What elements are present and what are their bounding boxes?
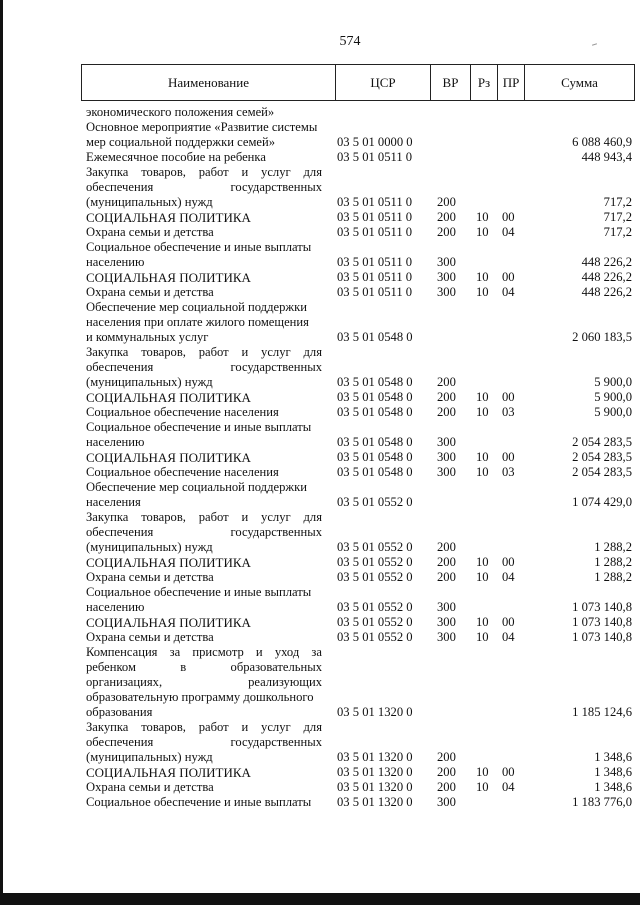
row-csr: 03 5 01 0548 0	[337, 435, 413, 449]
row-name: обеспечения государственных	[86, 525, 322, 539]
table-row	[0, 795, 640, 810]
row-sum: 5 900,0	[594, 390, 632, 404]
table-row	[0, 480, 640, 495]
row-pr: 00	[502, 765, 515, 779]
row-name: СОЦИАЛЬНАЯ ПОЛИТИКА	[86, 450, 251, 465]
row-name: Социальное обеспечение и иные выплаты	[86, 795, 312, 809]
table-row	[0, 300, 640, 315]
row-csr: 03 5 01 0511 0	[337, 210, 413, 224]
row-name: обеспечения государственных	[86, 360, 322, 374]
table-row	[0, 390, 640, 405]
row-vr: 300	[437, 600, 456, 614]
row-name: СОЦИАЛЬНАЯ ПОЛИТИКА	[86, 765, 251, 780]
row-vr: 300	[437, 285, 456, 299]
row-sum: 717,2	[603, 195, 632, 209]
row-csr: 03 5 01 0548 0	[337, 450, 413, 464]
table-row	[0, 720, 640, 735]
table-row	[0, 195, 640, 210]
row-sum: 5 900,0	[594, 405, 632, 419]
row-name: образовательную программу дошкольного	[86, 690, 314, 704]
row-sum: 1 073 140,8	[572, 630, 632, 644]
table-row	[0, 495, 640, 510]
row-vr: 300	[437, 465, 456, 479]
row-rz: 10	[476, 390, 489, 404]
row-pr: 00	[502, 615, 515, 629]
row-name: населения	[86, 495, 141, 509]
row-rz: 10	[476, 285, 489, 299]
table-row	[0, 135, 640, 150]
table-row	[0, 285, 640, 300]
row-vr: 300	[437, 255, 456, 269]
row-name: населения при оплате жилого помещения	[86, 315, 309, 329]
row-vr: 300	[437, 450, 456, 464]
row-name: (муниципальных) нужд	[86, 195, 213, 209]
header-pr: ПР	[498, 65, 525, 100]
row-vr: 200	[437, 210, 456, 224]
table-row	[0, 780, 640, 795]
row-sum: 2 060 183,5	[572, 330, 632, 344]
row-sum: 1 288,2	[594, 555, 632, 569]
row-pr: 04	[502, 285, 515, 299]
row-csr: 03 5 01 0548 0	[337, 390, 413, 404]
row-sum: 1 348,6	[594, 765, 632, 779]
row-sum: 1 288,2	[594, 570, 632, 584]
table-row	[0, 270, 640, 285]
row-vr: 200	[437, 375, 456, 389]
row-rz: 10	[476, 225, 489, 239]
scan-edge-bottom	[0, 893, 640, 905]
table-header	[81, 64, 635, 101]
row-csr: 03 5 01 0552 0	[337, 570, 413, 584]
row-name: Закупка товаров, работ и услуг для	[86, 510, 322, 524]
row-vr: 200	[437, 555, 456, 569]
row-name: Основное мероприятие «Развитие системы	[86, 120, 318, 134]
row-vr: 200	[437, 195, 456, 209]
row-name: Социальное обеспечение населения	[86, 465, 279, 479]
page-number: 574	[339, 34, 361, 49]
row-vr: 200	[437, 225, 456, 239]
row-name: ребенком в образовательных	[86, 660, 322, 674]
row-name: Охрана семьи и детства	[86, 570, 214, 584]
row-name: Охрана семьи и детства	[86, 780, 214, 794]
row-sum: 717,2	[603, 225, 632, 239]
table-row	[0, 600, 640, 615]
row-vr: 200	[437, 540, 456, 554]
row-sum: 5 900,0	[594, 375, 632, 389]
row-name: Социальное обеспечение населения	[86, 405, 279, 419]
row-name: СОЦИАЛЬНАЯ ПОЛИТИКА	[86, 210, 251, 225]
header-csr: ЦСР	[336, 65, 431, 100]
row-rz: 10	[476, 630, 489, 644]
row-csr: 03 5 01 0511 0	[337, 285, 413, 299]
row-pr: 04	[502, 630, 515, 644]
row-csr: 03 5 01 1320 0	[337, 765, 413, 779]
table-row	[0, 120, 640, 135]
table-row	[0, 555, 640, 570]
row-name: Закупка товаров, работ и услуг для	[86, 720, 322, 734]
table-row	[0, 465, 640, 480]
table-row	[0, 435, 640, 450]
table-row	[0, 570, 640, 585]
row-rz: 10	[476, 615, 489, 629]
table-row	[0, 615, 640, 630]
row-name: мер социальной поддержки семей»	[86, 135, 276, 149]
row-rz: 10	[476, 570, 489, 584]
row-name: Обеспечение мер социальной поддержки	[86, 480, 307, 494]
row-rz: 10	[476, 555, 489, 569]
table-row	[0, 675, 640, 690]
row-pr: 00	[502, 210, 515, 224]
row-sum: 1 073 140,8	[572, 600, 632, 614]
row-name: обеспечения государственных	[86, 180, 322, 194]
table-row	[0, 750, 640, 765]
row-csr: 03 5 01 1320 0	[337, 795, 413, 809]
table-row	[0, 210, 640, 225]
row-rz: 10	[476, 210, 489, 224]
row-pr: 04	[502, 225, 515, 239]
table-row	[0, 735, 640, 750]
row-sum: 1 183 776,0	[572, 795, 632, 809]
table-row	[0, 525, 640, 540]
row-pr: 04	[502, 570, 515, 584]
row-sum: 448 226,2	[581, 270, 632, 284]
row-csr: 03 5 01 1320 0	[337, 705, 413, 719]
row-rz: 10	[476, 780, 489, 794]
table-row	[0, 225, 640, 240]
table-row	[0, 690, 640, 705]
row-csr: 03 5 01 1320 0	[337, 780, 413, 794]
table-row	[0, 180, 640, 195]
header-vr: ВР	[431, 65, 471, 100]
table-row	[0, 660, 640, 675]
row-sum: 1 073 140,8	[572, 615, 632, 629]
row-name: Закупка товаров, работ и услуг для	[86, 345, 322, 359]
row-name: Охрана семьи и детства	[86, 630, 214, 644]
row-name: Социальное обеспечение и иные выплаты	[86, 420, 312, 434]
row-name: СОЦИАЛЬНАЯ ПОЛИТИКА	[86, 615, 251, 630]
row-name: Охрана семьи и детства	[86, 225, 214, 239]
row-csr: 03 5 01 0552 0	[337, 540, 413, 554]
row-vr: 200	[437, 780, 456, 794]
row-vr: 200	[437, 750, 456, 764]
table-row	[0, 240, 640, 255]
row-name: (муниципальных) нужд	[86, 540, 213, 554]
table-row	[0, 375, 640, 390]
row-sum: 2 054 283,5	[572, 465, 632, 479]
row-name: СОЦИАЛЬНАЯ ПОЛИТИКА	[86, 270, 251, 285]
row-rz: 10	[476, 270, 489, 284]
table-row	[0, 645, 640, 660]
row-name: и коммунальных услуг	[86, 330, 209, 344]
row-csr: 03 5 01 0548 0	[337, 375, 413, 389]
row-csr: 03 5 01 1320 0	[337, 750, 413, 764]
row-name: (муниципальных) нужд	[86, 375, 213, 389]
row-name: организациях, реализующих	[86, 675, 322, 689]
table-row	[0, 630, 640, 645]
row-csr: 03 5 01 0548 0	[337, 405, 413, 419]
row-name: Социальное обеспечение и иные выплаты	[86, 240, 312, 254]
table-row	[0, 360, 640, 375]
row-sum: 6 088 460,9	[572, 135, 632, 149]
row-csr: 03 5 01 0548 0	[337, 465, 413, 479]
table-row	[0, 255, 640, 270]
row-pr: 00	[502, 270, 515, 284]
row-rz: 10	[476, 765, 489, 779]
table-row	[0, 705, 640, 720]
row-sum: 1 288,2	[594, 540, 632, 554]
row-name: Социальное обеспечение и иные выплаты	[86, 585, 312, 599]
row-sum: 1 348,6	[594, 780, 632, 794]
row-vr: 200	[437, 405, 456, 419]
row-name: Обеспечение мер социальной поддержки	[86, 300, 307, 314]
row-name: экономического положения семей»	[86, 105, 275, 119]
row-csr: 03 5 01 0000 0	[337, 135, 413, 149]
row-name: обеспечения государственных	[86, 735, 322, 749]
row-sum: 448 943,4	[581, 150, 632, 164]
row-csr: 03 5 01 0511 0	[337, 255, 413, 269]
row-sum: 717,2	[603, 210, 632, 224]
table-row	[0, 510, 640, 525]
header-rz: Рз	[471, 65, 498, 100]
row-pr: 03	[502, 405, 515, 419]
table-row	[0, 420, 640, 435]
header-sum: Сумма	[561, 74, 598, 90]
row-vr: 300	[437, 435, 456, 449]
row-sum: 2 054 283,5	[572, 435, 632, 449]
row-pr: 00	[502, 450, 515, 464]
header-name: Наименование	[82, 65, 336, 100]
row-csr: 03 5 01 0552 0	[337, 615, 413, 629]
table-row	[0, 150, 640, 165]
row-vr: 300	[437, 615, 456, 629]
row-name: Охрана семьи и детства	[86, 285, 214, 299]
table-row	[0, 450, 640, 465]
row-name: СОЦИАЛЬНАЯ ПОЛИТИКА	[86, 555, 251, 570]
row-csr: 03 5 01 0511 0	[337, 150, 413, 164]
table-row	[0, 540, 640, 555]
table-row	[0, 330, 640, 345]
row-name: Закупка товаров, работ и услуг для	[86, 165, 322, 179]
table-row	[0, 315, 640, 330]
row-sum: 1 348,6	[594, 750, 632, 764]
table-row	[0, 105, 640, 120]
row-rz: 10	[476, 465, 489, 479]
row-csr: 03 5 01 0511 0	[337, 195, 413, 209]
table-row	[0, 585, 640, 600]
row-name: населению	[86, 255, 145, 269]
row-vr: 300	[437, 270, 456, 284]
row-vr: 300	[437, 795, 456, 809]
row-rz: 10	[476, 450, 489, 464]
row-csr: 03 5 01 0511 0	[337, 225, 413, 239]
row-name: населению	[86, 600, 145, 614]
row-name: населению	[86, 435, 145, 449]
row-pr: 00	[502, 555, 515, 569]
row-sum: 448 226,2	[581, 285, 632, 299]
table-row	[0, 345, 640, 360]
table-row	[0, 165, 640, 180]
row-pr: 03	[502, 465, 515, 479]
table-row	[0, 405, 640, 420]
row-csr: 03 5 01 0552 0	[337, 600, 413, 614]
row-csr: 03 5 01 0552 0	[337, 495, 413, 509]
row-csr: 03 5 01 0511 0	[337, 270, 413, 284]
table-body	[0, 105, 640, 810]
row-sum: 1 074 429,0	[572, 495, 632, 509]
row-name: СОЦИАЛЬНАЯ ПОЛИТИКА	[86, 390, 251, 405]
row-vr: 200	[437, 765, 456, 779]
row-name: Компенсация за присмотр и уход за	[86, 645, 322, 659]
row-name: Ежемесячное пособие на ребенка	[86, 150, 266, 164]
row-sum: 1 185 124,6	[572, 705, 632, 719]
row-sum: 448 226,2	[581, 255, 632, 269]
row-csr: 03 5 01 0548 0	[337, 330, 413, 344]
row-pr: 00	[502, 390, 515, 404]
row-rz: 10	[476, 405, 489, 419]
row-pr: 04	[502, 780, 515, 794]
row-sum: 2 054 283,5	[572, 450, 632, 464]
row-vr: 200	[437, 570, 456, 584]
row-vr: 300	[437, 630, 456, 644]
table-row	[0, 765, 640, 780]
row-vr: 200	[437, 390, 456, 404]
row-csr: 03 5 01 0552 0	[337, 555, 413, 569]
row-csr: 03 5 01 0552 0	[337, 630, 413, 644]
row-name: образования	[86, 705, 153, 719]
row-name: (муниципальных) нужд	[86, 750, 213, 764]
